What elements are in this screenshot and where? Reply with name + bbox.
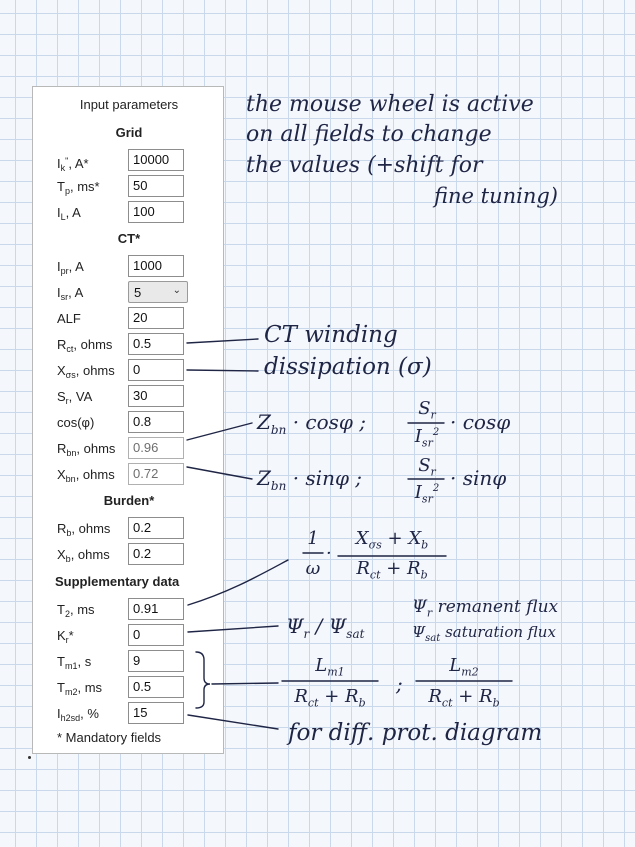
- alf-input[interactable]: 20: [128, 307, 184, 329]
- note-top-line4: fine tuning): [434, 184, 559, 208]
- ik-label: $I_k^"$, A*: [57, 156, 89, 173]
- tp-label: $T_p$, ms*: [57, 179, 100, 196]
- ct-header: CT*: [117, 231, 141, 246]
- ipr-label: $I_{pr}$, A: [57, 259, 84, 276]
- rct-label: $R_{ct}$, ohms: [57, 337, 113, 354]
- line-kr: [188, 626, 278, 632]
- grid-header: Grid: [115, 125, 143, 140]
- note-t2-den1: ω: [305, 558, 321, 579]
- rb-label: $R_b$, ohms: [57, 521, 111, 538]
- note-kr-psi-sat: $\Psi_{sat}$ saturation flux: [412, 623, 556, 644]
- note-kr-psi-r: $\Psi_r$ remanent flux: [412, 597, 559, 620]
- tm2-label: $T_{m2}$, ms: [57, 680, 103, 697]
- note-ct-line2: dissipation (σ): [264, 354, 432, 380]
- line-rct: [187, 339, 258, 343]
- note-t2-num1: 1: [307, 528, 319, 549]
- tm1-label: $T_{m1}$, s: [57, 654, 92, 671]
- kr-label: $K_r*$: [57, 628, 74, 645]
- line-xos: [187, 370, 258, 371]
- supplementary-header: Supplementary data: [55, 574, 180, 589]
- t2-input[interactable]: 0.91: [128, 598, 184, 620]
- rct-input[interactable]: 0.5: [128, 333, 184, 355]
- isr-label: $I_{sr}$, A: [57, 285, 84, 302]
- line-xbn: [187, 467, 252, 479]
- line-ih2: [188, 715, 278, 729]
- note-xbn-left: $Z_{bn} \cdot \sin\varphi$ ;: [257, 466, 363, 493]
- xbn-label: $X_{bn}$, ohms: [57, 467, 115, 484]
- xos-input[interactable]: 0: [128, 359, 184, 381]
- note-t2-den2: $R_{ct} + R_b$: [356, 558, 428, 582]
- line-t2: [188, 560, 288, 605]
- panel-title: Input parameters: [79, 97, 179, 112]
- tm1-input[interactable]: 9: [128, 650, 184, 672]
- il-label: $I_L$, A: [57, 205, 81, 222]
- tp-input[interactable]: 50: [128, 175, 184, 197]
- xbn-output: 0.72: [128, 463, 184, 485]
- line-tm: [212, 683, 278, 684]
- xos-label: $X_{\sigma s}$, ohms: [57, 363, 115, 380]
- t2-label: $T_2$, ms: [57, 602, 95, 619]
- note-tm-den1: $R_{ct} + R_b$: [294, 686, 366, 710]
- note-tm-num2: $L_{m2}$: [449, 655, 479, 679]
- note-ct-line1: CT winding: [264, 322, 398, 348]
- rb-input[interactable]: 0.2: [128, 517, 184, 539]
- ik-input[interactable]: 10000: [128, 149, 184, 171]
- note-tm-sep: ;: [396, 672, 403, 696]
- rbn-output: 0.96: [128, 437, 184, 459]
- ih2-input[interactable]: 15: [128, 702, 184, 724]
- ipr-input[interactable]: 1000: [128, 255, 184, 277]
- tm2-input[interactable]: 0.5: [128, 676, 184, 698]
- sr-label: $S_r$, VA: [57, 389, 93, 406]
- note-tm-num1: $L_{m1}$: [315, 655, 345, 679]
- chevron-down-icon: ⌄: [172, 285, 181, 296]
- brace-tm: [196, 652, 210, 708]
- note-xbn-right: · sinφ: [450, 466, 507, 490]
- note-xbn-den: $I_{sr}^2$: [414, 482, 440, 506]
- isr-select[interactable]: 5 ⌄: [128, 281, 188, 303]
- note-t2-num2: $X_{\sigma s} + X_b$: [355, 528, 429, 552]
- note-top-line1: the mouse wheel is active: [246, 92, 534, 117]
- note-rbn-num: $S_r$: [418, 398, 436, 422]
- mandatory-note: * Mandatory fields: [57, 730, 162, 745]
- note-rbn-right: · cosφ: [450, 410, 511, 434]
- sr-input[interactable]: 30: [128, 385, 184, 407]
- note-ih2: for diff. prot. diagram: [288, 720, 543, 746]
- il-input[interactable]: 100: [128, 201, 184, 223]
- note-top-line2: on all fields to change: [246, 122, 492, 147]
- alf-label: ALF: [57, 311, 81, 326]
- note-rbn-left: $Z_{bn} \cdot \cos\varphi$ ;: [257, 410, 367, 437]
- xb-label: $X_b$, ohms: [57, 547, 110, 564]
- xb-input[interactable]: 0.2: [128, 543, 184, 565]
- line-rbn: [187, 423, 252, 440]
- note-xbn-num: $S_r$: [418, 455, 436, 479]
- cos-input[interactable]: 0.8: [128, 411, 184, 433]
- rbn-label: $R_{bn}$, ohms: [57, 441, 116, 458]
- note-top-line3: the values (+shift for: [246, 153, 483, 178]
- note-t2-dot: ·: [326, 543, 332, 564]
- ih2-label: $I_{h2sd}$, %: [57, 706, 99, 723]
- note-tm-den2: $R_{ct} + R_b$: [428, 686, 500, 710]
- note-kr-expr: $\Psi_r / \Psi_{sat}$: [286, 614, 365, 641]
- kr-input[interactable]: 0: [128, 624, 184, 646]
- burden-header: Burden*: [103, 493, 155, 508]
- note-rbn-den: $I_{sr}^2$: [414, 426, 440, 450]
- cos-label: cos(φ): [57, 415, 95, 430]
